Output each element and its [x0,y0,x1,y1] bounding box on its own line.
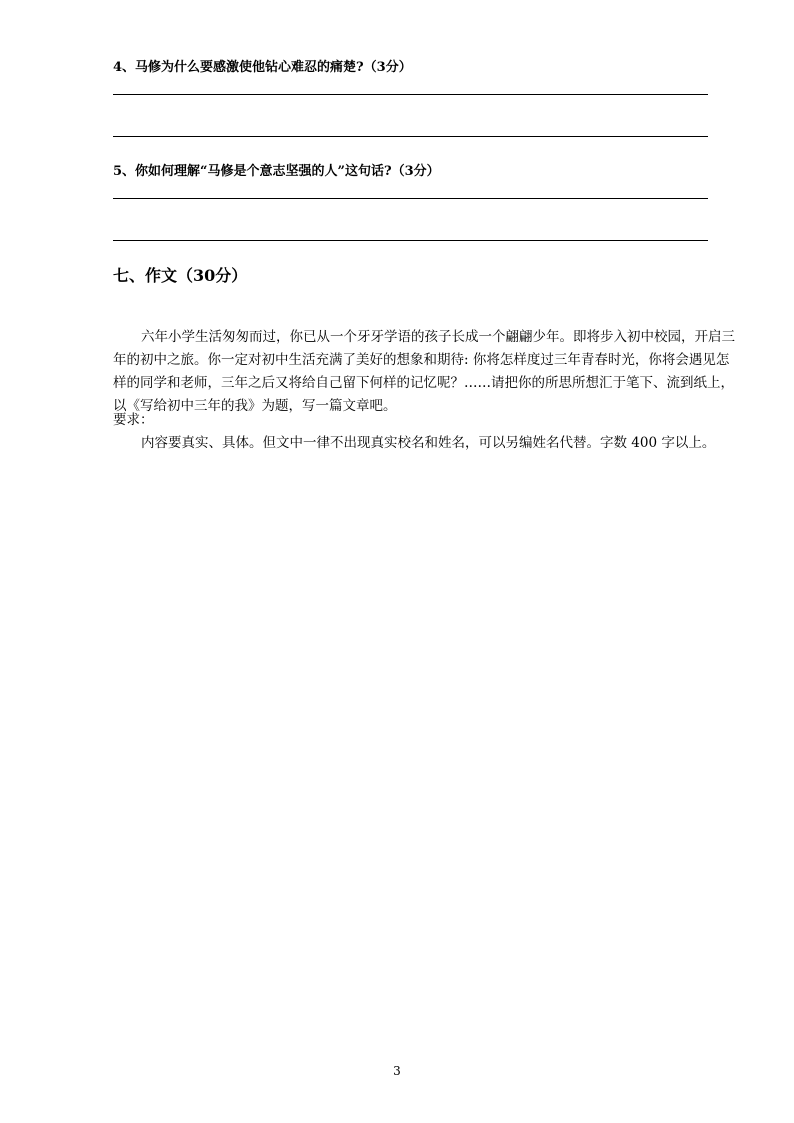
composition-section-title: 七、作文（30分） [113,266,248,285]
requirements-text: 内容要真实、具体。但文中一律不出现真实校名和姓名，可以另编姓名代替。字数 400 字以上。 [141,435,716,451]
answer-line [113,198,708,199]
answer-line [113,240,708,241]
composition-prompt: 六年小学生活匆匆而过，你已从一个牙牙学语的孩子长成一个翩翩少年。即将步入初中校园，开启三年的初中之旅。你一定对初中生活充满了美好的想象和期待: 你将怎样度过三年青春时光，你将会遇见怎样的同学和老师，三年之后又将给自己留下何样的记忆呢？……请把你的所思所想汇于笔下、流到纸上，以《写给初中三年的我》为题，写一篇文章吧。 [113,329,735,414]
question-4: 4、马修为什么要感激使他钻心难忍的痛楚?（3分） [113,60,412,75]
answer-line [113,136,708,137]
answer-line [113,94,708,95]
requirements-label: 要求： [113,412,154,428]
page-number: 3 [393,1064,401,1078]
question-5: 5、你如何理解“马修是个意志坚强的人”这句话?（3分） [113,164,440,179]
